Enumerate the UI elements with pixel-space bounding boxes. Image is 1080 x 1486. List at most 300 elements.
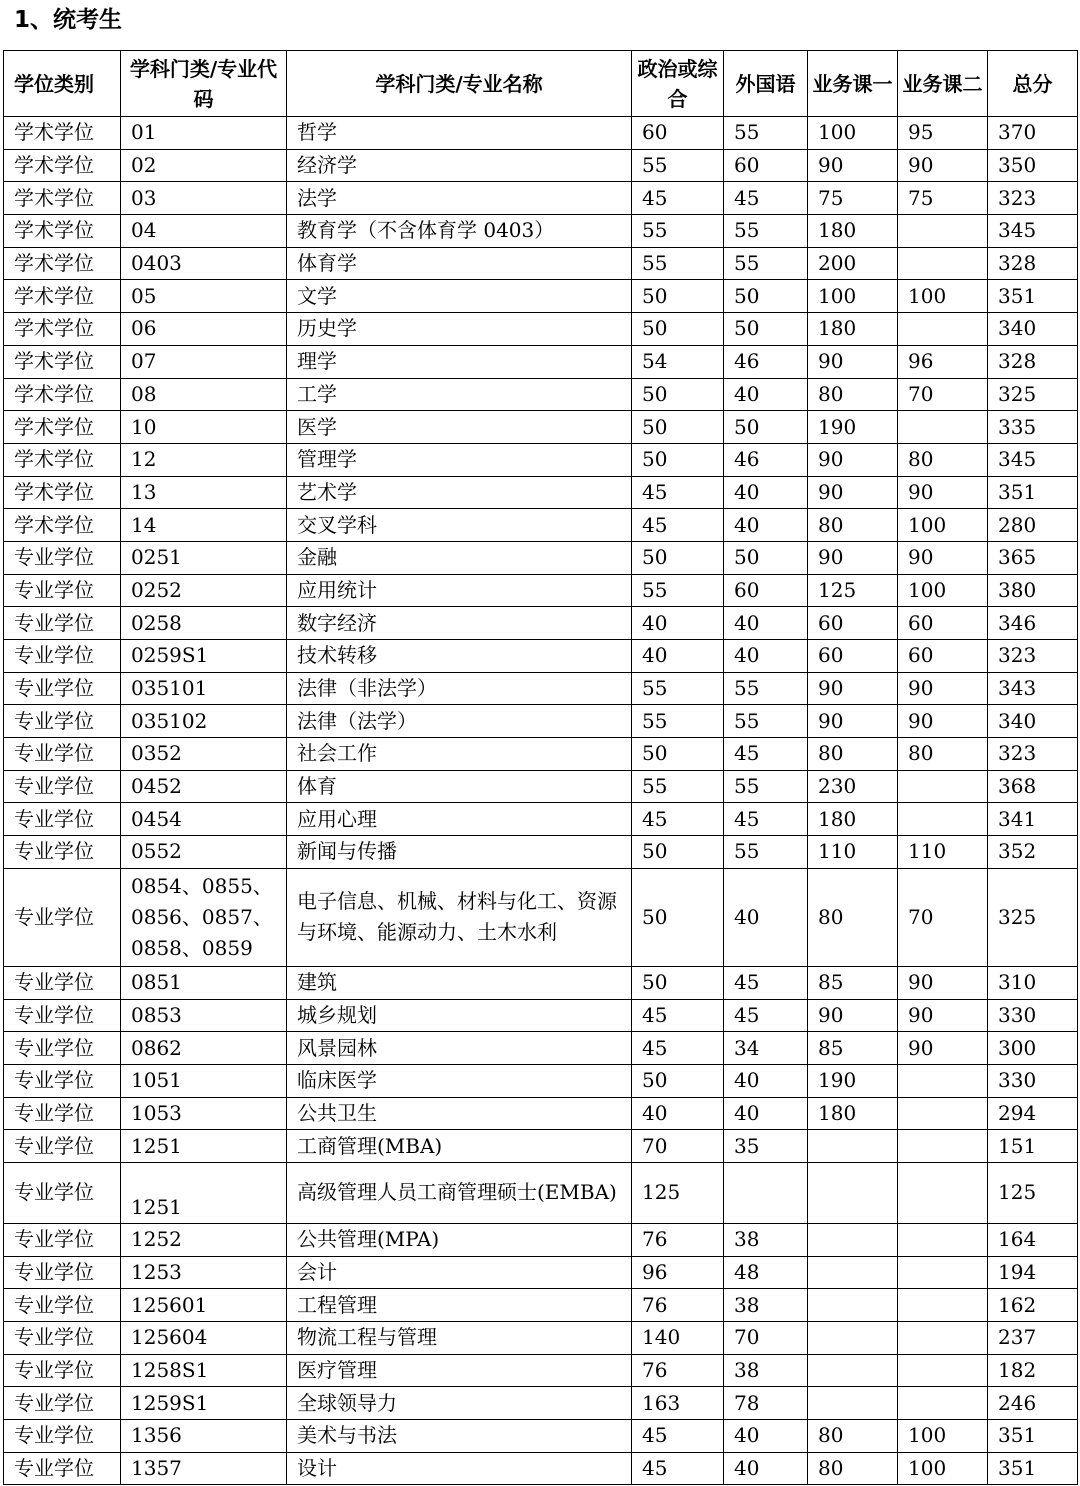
col-header-course1: 业务课一 bbox=[808, 51, 898, 117]
cell-total: 330 bbox=[988, 1064, 1078, 1097]
cell-name: 城乡规划 bbox=[287, 999, 632, 1032]
cell-course1 bbox=[808, 1322, 898, 1355]
cell-type: 学术学位 bbox=[4, 149, 121, 182]
cell-total: 246 bbox=[988, 1387, 1078, 1420]
cell-course1: 80 bbox=[808, 738, 898, 771]
cell-total: 380 bbox=[988, 574, 1078, 607]
cell-total: 164 bbox=[988, 1223, 1078, 1256]
cell-course2: 80 bbox=[898, 443, 988, 476]
cell-name: 新闻与传播 bbox=[287, 836, 632, 869]
table-row bbox=[4, 1420, 1078, 1453]
cell-politics: 50 bbox=[632, 868, 724, 966]
cell-course1: 90 bbox=[808, 705, 898, 738]
cell-total: 125 bbox=[988, 1162, 1078, 1223]
cell-politics: 50 bbox=[632, 966, 724, 999]
cell-name: 教育学（不含体育学 0403） bbox=[287, 215, 632, 248]
cell-type: 学术学位 bbox=[4, 117, 121, 150]
cell-politics: 40 bbox=[632, 607, 724, 640]
cell-total: 340 bbox=[988, 705, 1078, 738]
cell-type: 学术学位 bbox=[4, 313, 121, 346]
table-row bbox=[4, 280, 1078, 313]
cell-course1 bbox=[808, 1354, 898, 1387]
cell-total: 351 bbox=[988, 280, 1078, 313]
table-header-row bbox=[4, 51, 1078, 117]
cell-total: 335 bbox=[988, 411, 1078, 444]
cell-course2 bbox=[898, 1387, 988, 1420]
cell-course2: 100 bbox=[898, 574, 988, 607]
cell-foreign: 40 bbox=[724, 607, 808, 640]
cell-name: 医疗管理 bbox=[287, 1354, 632, 1387]
cell-name: 公共管理(MPA) bbox=[287, 1223, 632, 1256]
cell-course2 bbox=[898, 215, 988, 248]
cell-foreign: 55 bbox=[724, 247, 808, 280]
cell-foreign: 40 bbox=[724, 1420, 808, 1453]
cell-politics: 45 bbox=[632, 182, 724, 215]
table-row bbox=[4, 149, 1078, 182]
table-row bbox=[4, 607, 1078, 640]
cell-total: 237 bbox=[988, 1322, 1078, 1355]
cell-course1: 90 bbox=[808, 149, 898, 182]
table-row bbox=[4, 411, 1078, 444]
cell-type: 专业学位 bbox=[4, 1354, 121, 1387]
cell-course1 bbox=[808, 1223, 898, 1256]
cell-foreign: 50 bbox=[724, 541, 808, 574]
cell-code: 0252 bbox=[121, 574, 287, 607]
cell-course2: 70 bbox=[898, 868, 988, 966]
cell-course2: 90 bbox=[898, 476, 988, 509]
cell-course2 bbox=[898, 313, 988, 346]
cell-foreign bbox=[724, 1162, 808, 1223]
cell-code: 1251 bbox=[121, 1130, 287, 1163]
cell-course2: 100 bbox=[898, 509, 988, 542]
cell-foreign: 40 bbox=[724, 868, 808, 966]
cell-type: 学术学位 bbox=[4, 182, 121, 215]
cell-foreign: 55 bbox=[724, 836, 808, 869]
cell-code: 0251 bbox=[121, 541, 287, 574]
cell-name: 法学 bbox=[287, 182, 632, 215]
cell-course1: 190 bbox=[808, 411, 898, 444]
cell-type: 学术学位 bbox=[4, 476, 121, 509]
cell-course1: 80 bbox=[808, 868, 898, 966]
table-row bbox=[4, 182, 1078, 215]
cell-total: 345 bbox=[988, 443, 1078, 476]
col-header-type: 学位类别 bbox=[4, 51, 121, 117]
cell-total: 352 bbox=[988, 836, 1078, 869]
cell-politics: 50 bbox=[632, 541, 724, 574]
cell-total: 280 bbox=[988, 509, 1078, 542]
cell-total: 370 bbox=[988, 117, 1078, 150]
cell-code: 1357 bbox=[121, 1452, 287, 1485]
cell-course1: 100 bbox=[808, 280, 898, 313]
cell-type: 专业学位 bbox=[4, 541, 121, 574]
cell-name: 工学 bbox=[287, 378, 632, 411]
cell-code: 01 bbox=[121, 117, 287, 150]
cell-course1 bbox=[808, 1162, 898, 1223]
table-row bbox=[4, 1162, 1078, 1223]
cell-course2: 90 bbox=[898, 966, 988, 999]
cell-course1 bbox=[808, 1289, 898, 1322]
cell-type: 专业学位 bbox=[4, 1420, 121, 1453]
cell-code: 1356 bbox=[121, 1420, 287, 1453]
cell-course1: 90 bbox=[808, 672, 898, 705]
table-row bbox=[4, 836, 1078, 869]
cell-foreign: 40 bbox=[724, 378, 808, 411]
cell-course2 bbox=[898, 1162, 988, 1223]
cell-name: 全球领导力 bbox=[287, 1387, 632, 1420]
cell-course1 bbox=[808, 1130, 898, 1163]
table-row bbox=[4, 640, 1078, 673]
table-row bbox=[4, 1032, 1078, 1065]
cell-course2 bbox=[898, 1354, 988, 1387]
cell-total: 300 bbox=[988, 1032, 1078, 1065]
cell-foreign: 78 bbox=[724, 1387, 808, 1420]
cell-politics: 50 bbox=[632, 313, 724, 346]
table-row bbox=[4, 378, 1078, 411]
cell-politics: 45 bbox=[632, 1420, 724, 1453]
cell-foreign: 38 bbox=[724, 1289, 808, 1322]
cell-name: 文学 bbox=[287, 280, 632, 313]
cell-politics: 96 bbox=[632, 1256, 724, 1289]
cell-foreign: 40 bbox=[724, 640, 808, 673]
cell-course1: 80 bbox=[808, 1420, 898, 1453]
cell-course1: 110 bbox=[808, 836, 898, 869]
cell-name: 体育学 bbox=[287, 247, 632, 280]
cell-course2: 90 bbox=[898, 149, 988, 182]
cell-course2: 90 bbox=[898, 541, 988, 574]
cell-type: 专业学位 bbox=[4, 1452, 121, 1485]
cell-course2 bbox=[898, 1064, 988, 1097]
table-row bbox=[4, 117, 1078, 150]
cell-course1: 80 bbox=[808, 509, 898, 542]
cell-total: 323 bbox=[988, 738, 1078, 771]
cell-course2: 70 bbox=[898, 378, 988, 411]
cell-code: 05 bbox=[121, 280, 287, 313]
cell-foreign: 38 bbox=[724, 1354, 808, 1387]
cell-total: 310 bbox=[988, 966, 1078, 999]
table-row bbox=[4, 672, 1078, 705]
cell-politics: 40 bbox=[632, 1097, 724, 1130]
cell-code: 0403 bbox=[121, 247, 287, 280]
cell-code: 035101 bbox=[121, 672, 287, 705]
cell-type: 专业学位 bbox=[4, 738, 121, 771]
cell-type: 专业学位 bbox=[4, 705, 121, 738]
cell-course1: 85 bbox=[808, 1032, 898, 1065]
table-row bbox=[4, 999, 1078, 1032]
cell-type: 专业学位 bbox=[4, 640, 121, 673]
cell-name: 金融 bbox=[287, 541, 632, 574]
col-header-course2: 业务课二 bbox=[898, 51, 988, 117]
cell-code: 0853 bbox=[121, 999, 287, 1032]
cell-type: 学术学位 bbox=[4, 378, 121, 411]
cell-name: 理学 bbox=[287, 345, 632, 378]
cell-name: 工程管理 bbox=[287, 1289, 632, 1322]
cell-code: 14 bbox=[121, 509, 287, 542]
cell-politics: 50 bbox=[632, 411, 724, 444]
cell-total: 341 bbox=[988, 803, 1078, 836]
cell-name: 应用统计 bbox=[287, 574, 632, 607]
table-row bbox=[4, 1387, 1078, 1420]
cell-name: 风景园林 bbox=[287, 1032, 632, 1065]
cell-type: 专业学位 bbox=[4, 1223, 121, 1256]
table-row bbox=[4, 1130, 1078, 1163]
cell-course2: 80 bbox=[898, 738, 988, 771]
cell-total: 325 bbox=[988, 378, 1078, 411]
col-header-code: 学科门类/专业代码 bbox=[121, 51, 287, 117]
cell-course1: 190 bbox=[808, 1064, 898, 1097]
cell-total: 368 bbox=[988, 770, 1078, 803]
cell-foreign: 40 bbox=[724, 1097, 808, 1130]
cell-code: 04 bbox=[121, 215, 287, 248]
cell-course2: 110 bbox=[898, 836, 988, 869]
cell-total: 325 bbox=[988, 868, 1078, 966]
cell-foreign: 50 bbox=[724, 313, 808, 346]
cell-course1: 90 bbox=[808, 443, 898, 476]
cell-course2 bbox=[898, 1130, 988, 1163]
cell-total: 351 bbox=[988, 1420, 1078, 1453]
cell-course2: 90 bbox=[898, 999, 988, 1032]
section-title: 1、统考生 bbox=[14, 7, 123, 33]
cell-type: 学术学位 bbox=[4, 509, 121, 542]
cell-foreign: 40 bbox=[724, 1064, 808, 1097]
cell-foreign: 55 bbox=[724, 672, 808, 705]
cell-politics: 45 bbox=[632, 999, 724, 1032]
cell-foreign: 70 bbox=[724, 1322, 808, 1355]
cell-total: 194 bbox=[988, 1256, 1078, 1289]
cell-politics: 50 bbox=[632, 738, 724, 771]
cell-foreign: 40 bbox=[724, 476, 808, 509]
table-row bbox=[4, 1064, 1078, 1097]
cell-type: 专业学位 bbox=[4, 1064, 121, 1097]
cell-foreign: 50 bbox=[724, 280, 808, 313]
cell-course2: 100 bbox=[898, 1420, 988, 1453]
cell-code: 1259S1 bbox=[121, 1387, 287, 1420]
cell-course1: 60 bbox=[808, 640, 898, 673]
cell-politics: 76 bbox=[632, 1289, 724, 1322]
cell-course1: 80 bbox=[808, 1452, 898, 1485]
cell-foreign: 55 bbox=[724, 705, 808, 738]
cell-name: 技术转移 bbox=[287, 640, 632, 673]
cell-type: 专业学位 bbox=[4, 672, 121, 705]
cell-politics: 54 bbox=[632, 345, 724, 378]
cell-foreign: 55 bbox=[724, 770, 808, 803]
cell-politics: 55 bbox=[632, 247, 724, 280]
cell-type: 学术学位 bbox=[4, 215, 121, 248]
cell-code: 1251 bbox=[121, 1162, 287, 1223]
cell-type: 专业学位 bbox=[4, 607, 121, 640]
cell-name: 交叉学科 bbox=[287, 509, 632, 542]
cell-foreign: 38 bbox=[724, 1223, 808, 1256]
cell-politics: 55 bbox=[632, 574, 724, 607]
cell-code: 0454 bbox=[121, 803, 287, 836]
cell-course2 bbox=[898, 803, 988, 836]
cell-code: 0258 bbox=[121, 607, 287, 640]
cell-total: 323 bbox=[988, 640, 1078, 673]
table-row bbox=[4, 966, 1078, 999]
cell-politics: 140 bbox=[632, 1322, 724, 1355]
table-row bbox=[4, 443, 1078, 476]
cell-politics: 50 bbox=[632, 443, 724, 476]
cell-total: 350 bbox=[988, 149, 1078, 182]
cell-code: 0862 bbox=[121, 1032, 287, 1065]
cell-type: 专业学位 bbox=[4, 1256, 121, 1289]
cell-name: 管理学 bbox=[287, 443, 632, 476]
cell-politics: 55 bbox=[632, 215, 724, 248]
cell-code: 06 bbox=[121, 313, 287, 346]
cell-type: 专业学位 bbox=[4, 836, 121, 869]
cell-name: 物流工程与管理 bbox=[287, 1322, 632, 1355]
cell-foreign: 45 bbox=[724, 999, 808, 1032]
cell-code: 0259S1 bbox=[121, 640, 287, 673]
cell-foreign: 45 bbox=[724, 803, 808, 836]
cell-course2: 95 bbox=[898, 117, 988, 150]
cell-total: 182 bbox=[988, 1354, 1078, 1387]
cell-foreign: 55 bbox=[724, 117, 808, 150]
cell-course1: 75 bbox=[808, 182, 898, 215]
cell-course2: 96 bbox=[898, 345, 988, 378]
cell-total: 328 bbox=[988, 345, 1078, 378]
cell-type: 专业学位 bbox=[4, 1130, 121, 1163]
cell-course1 bbox=[808, 1387, 898, 1420]
table-row bbox=[4, 541, 1078, 574]
cell-course1 bbox=[808, 1256, 898, 1289]
cell-code: 1258S1 bbox=[121, 1354, 287, 1387]
cell-type: 学术学位 bbox=[4, 443, 121, 476]
cell-politics: 40 bbox=[632, 640, 724, 673]
cell-name: 临床医学 bbox=[287, 1064, 632, 1097]
cell-course1: 90 bbox=[808, 476, 898, 509]
cell-code: 1253 bbox=[121, 1256, 287, 1289]
table-row bbox=[4, 1256, 1078, 1289]
cell-course2: 90 bbox=[898, 672, 988, 705]
cell-politics: 163 bbox=[632, 1387, 724, 1420]
cell-course1: 90 bbox=[808, 999, 898, 1032]
cell-politics: 55 bbox=[632, 705, 724, 738]
cell-course1: 80 bbox=[808, 378, 898, 411]
cell-type: 专业学位 bbox=[4, 803, 121, 836]
cell-course1: 180 bbox=[808, 803, 898, 836]
cell-course1: 125 bbox=[808, 574, 898, 607]
cell-name: 哲学 bbox=[287, 117, 632, 150]
cell-politics: 45 bbox=[632, 803, 724, 836]
cell-type: 专业学位 bbox=[4, 868, 121, 966]
cell-politics: 50 bbox=[632, 280, 724, 313]
cell-code: 1252 bbox=[121, 1223, 287, 1256]
cell-type: 专业学位 bbox=[4, 999, 121, 1032]
cell-type: 专业学位 bbox=[4, 1097, 121, 1130]
cell-name: 经济学 bbox=[287, 149, 632, 182]
score-table bbox=[3, 50, 1078, 1485]
cell-type: 专业学位 bbox=[4, 1162, 121, 1223]
cell-course1: 100 bbox=[808, 117, 898, 150]
col-header-foreign: 外国语 bbox=[724, 51, 808, 117]
cell-name: 应用心理 bbox=[287, 803, 632, 836]
cell-course1: 60 bbox=[808, 607, 898, 640]
cell-politics: 125 bbox=[632, 1162, 724, 1223]
cell-politics: 45 bbox=[632, 1032, 724, 1065]
cell-course2: 100 bbox=[898, 280, 988, 313]
cell-code: 0854、0855、0856、0857、0858、0859 bbox=[121, 868, 287, 966]
cell-foreign: 45 bbox=[724, 966, 808, 999]
cell-code: 0452 bbox=[121, 770, 287, 803]
cell-course1: 200 bbox=[808, 247, 898, 280]
cell-total: 351 bbox=[988, 1452, 1078, 1485]
cell-politics: 76 bbox=[632, 1223, 724, 1256]
cell-name: 历史学 bbox=[287, 313, 632, 346]
cell-foreign: 45 bbox=[724, 182, 808, 215]
table-row bbox=[4, 868, 1078, 966]
cell-total: 328 bbox=[988, 247, 1078, 280]
cell-foreign: 60 bbox=[724, 149, 808, 182]
cell-code: 0552 bbox=[121, 836, 287, 869]
cell-course1: 230 bbox=[808, 770, 898, 803]
cell-course2: 100 bbox=[898, 1452, 988, 1485]
cell-code: 125601 bbox=[121, 1289, 287, 1322]
cell-course2 bbox=[898, 1097, 988, 1130]
table-row bbox=[4, 1097, 1078, 1130]
table-row bbox=[4, 1452, 1078, 1485]
cell-politics: 55 bbox=[632, 770, 724, 803]
cell-foreign: 60 bbox=[724, 574, 808, 607]
cell-code: 07 bbox=[121, 345, 287, 378]
cell-course2 bbox=[898, 411, 988, 444]
cell-code: 08 bbox=[121, 378, 287, 411]
cell-name: 艺术学 bbox=[287, 476, 632, 509]
cell-name: 医学 bbox=[287, 411, 632, 444]
cell-type: 专业学位 bbox=[4, 1322, 121, 1355]
cell-name: 公共卫生 bbox=[287, 1097, 632, 1130]
cell-total: 330 bbox=[988, 999, 1078, 1032]
cell-politics: 55 bbox=[632, 672, 724, 705]
cell-politics: 45 bbox=[632, 1452, 724, 1485]
cell-total: 345 bbox=[988, 215, 1078, 248]
cell-type: 专业学位 bbox=[4, 1387, 121, 1420]
cell-course1: 90 bbox=[808, 345, 898, 378]
cell-name: 电子信息、机械、材料与化工、资源与环境、能源动力、土木水利 bbox=[287, 868, 632, 966]
cell-type: 专业学位 bbox=[4, 574, 121, 607]
cell-course2 bbox=[898, 1256, 988, 1289]
cell-course2 bbox=[898, 1223, 988, 1256]
cell-type: 专业学位 bbox=[4, 1289, 121, 1322]
cell-total: 351 bbox=[988, 476, 1078, 509]
cell-politics: 50 bbox=[632, 378, 724, 411]
cell-type: 学术学位 bbox=[4, 247, 121, 280]
cell-politics: 55 bbox=[632, 149, 724, 182]
cell-foreign: 50 bbox=[724, 411, 808, 444]
table-row bbox=[4, 574, 1078, 607]
cell-total: 323 bbox=[988, 182, 1078, 215]
cell-name: 法律（法学） bbox=[287, 705, 632, 738]
cell-total: 162 bbox=[988, 1289, 1078, 1322]
cell-course2: 60 bbox=[898, 640, 988, 673]
col-header-total: 总分 bbox=[988, 51, 1078, 117]
table-row bbox=[4, 770, 1078, 803]
cell-foreign: 45 bbox=[724, 738, 808, 771]
cell-name: 设计 bbox=[287, 1452, 632, 1485]
cell-politics: 45 bbox=[632, 509, 724, 542]
cell-type: 学术学位 bbox=[4, 345, 121, 378]
table-row bbox=[4, 1223, 1078, 1256]
cell-foreign: 40 bbox=[724, 1452, 808, 1485]
cell-name: 法律（非法学） bbox=[287, 672, 632, 705]
cell-course2 bbox=[898, 770, 988, 803]
cell-code: 1053 bbox=[121, 1097, 287, 1130]
cell-course2: 90 bbox=[898, 705, 988, 738]
cell-code: 02 bbox=[121, 149, 287, 182]
table-row bbox=[4, 345, 1078, 378]
cell-name: 会计 bbox=[287, 1256, 632, 1289]
cell-course1: 180 bbox=[808, 313, 898, 346]
cell-politics: 50 bbox=[632, 836, 724, 869]
